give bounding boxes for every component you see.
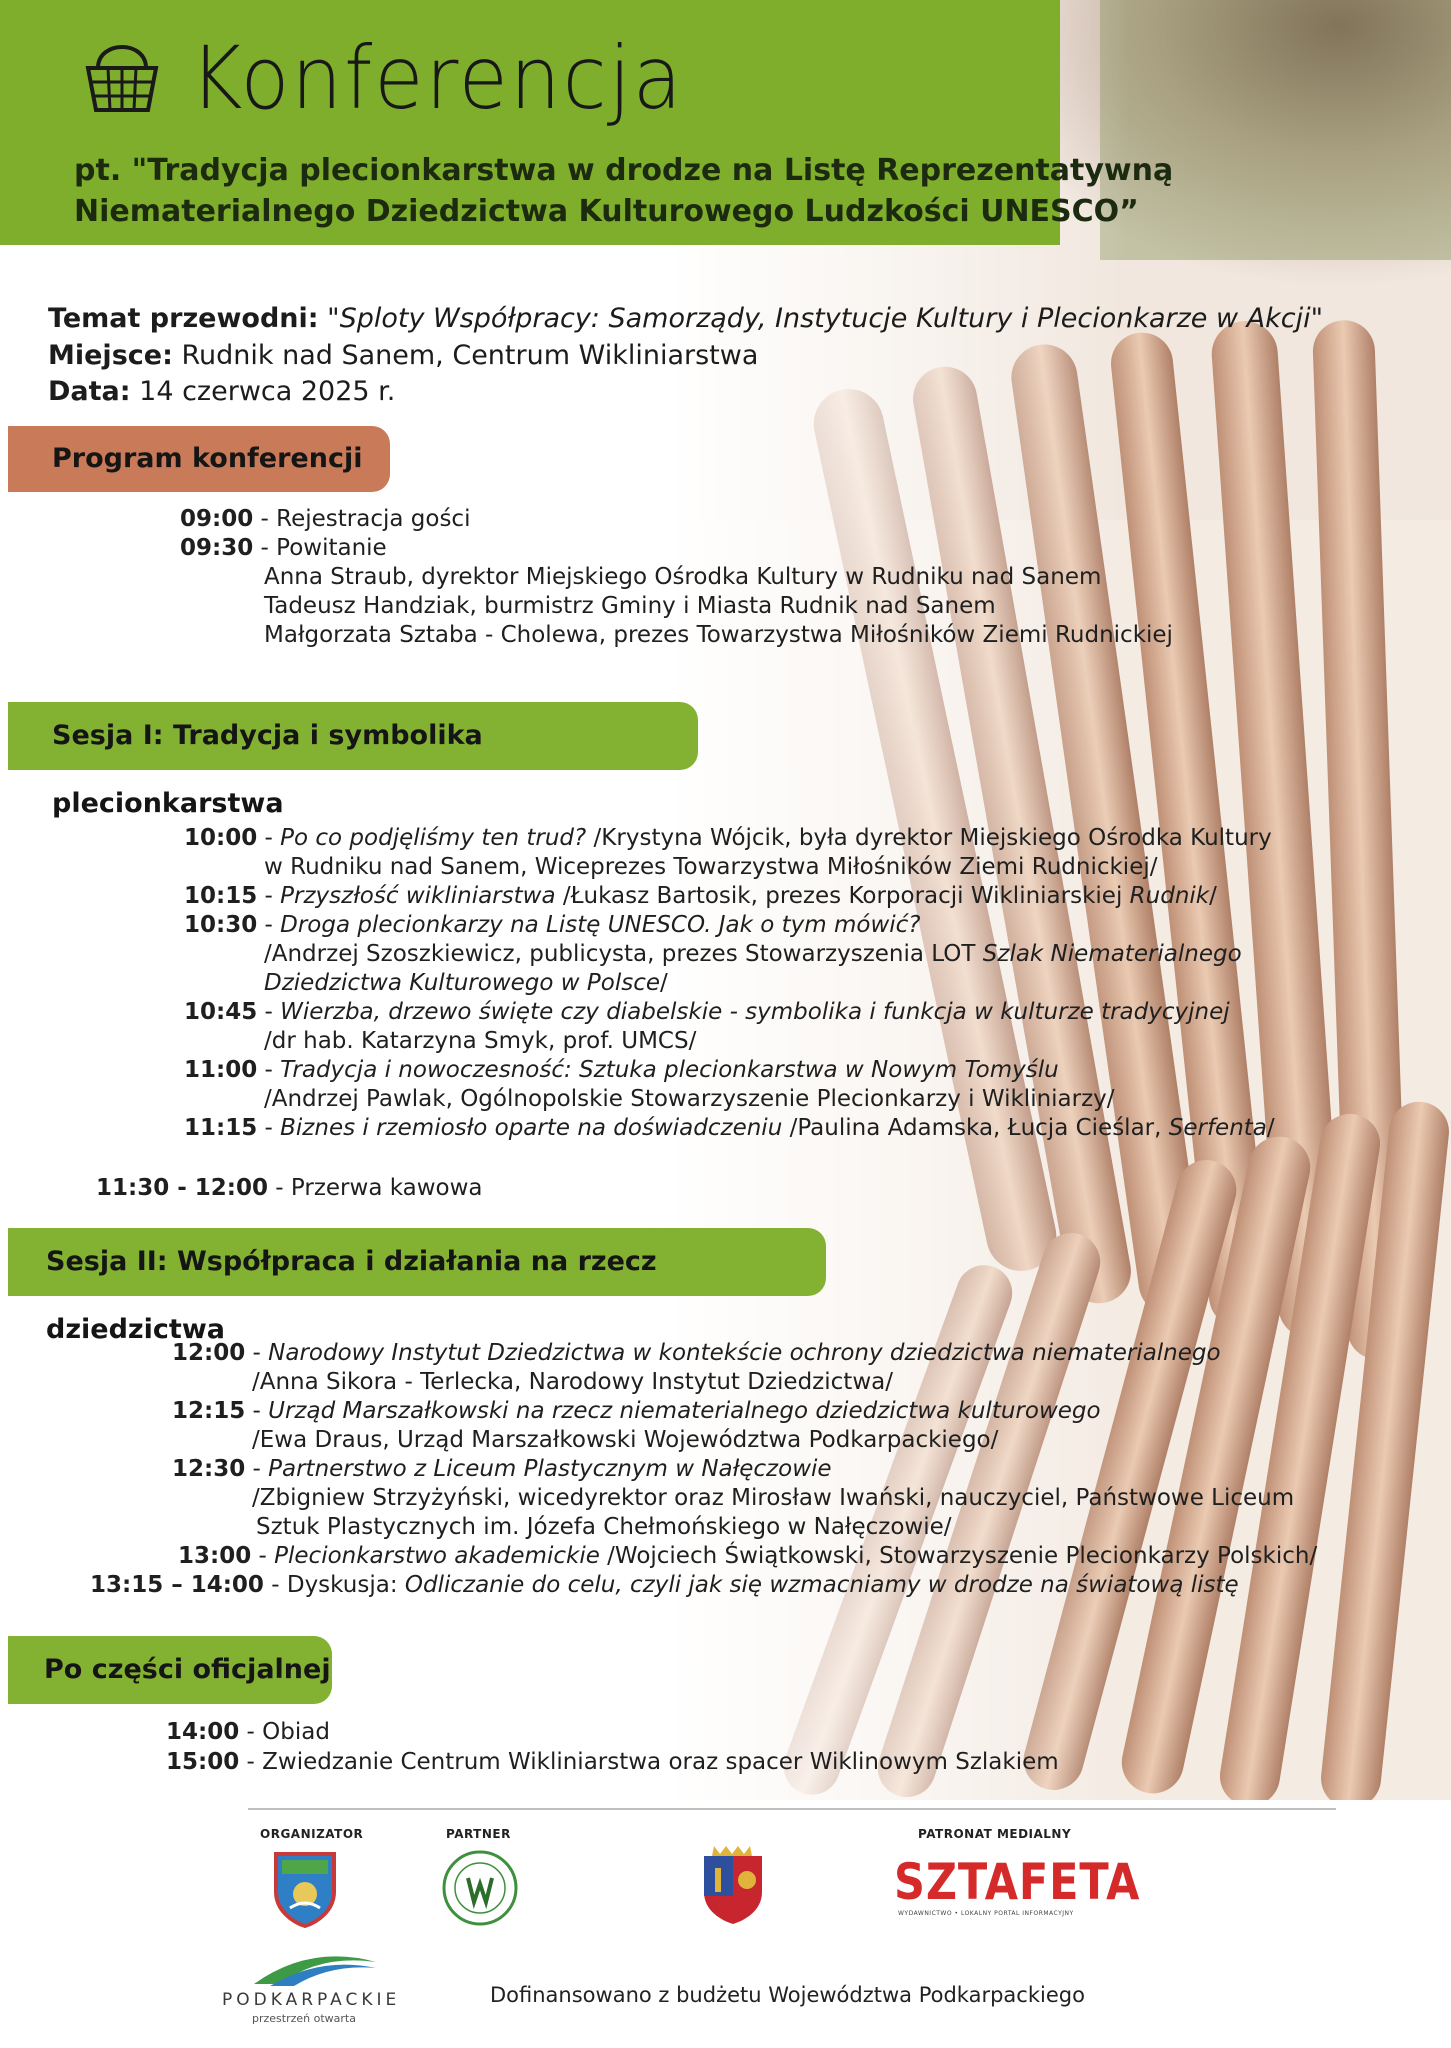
program-line: /dr hab. Katarzyna Smyk, prof. UMCS/ [264, 1028, 697, 1054]
program-line [264, 940, 1242, 969]
program-line: Sztuk Plastycznych im. Józefa Chełmońskiego w Nałęczowie/ [256, 1514, 952, 1540]
program-text: - Obiad [239, 1719, 330, 1745]
place-value: Rudnik nad Sanem, Centrum Wikliniarstwa [172, 340, 759, 371]
sztafeta-logo: SZTAFETA [894, 1853, 1141, 1911]
program-line: /Andrzej Pawlak, Ogólnopolskie Stowarzyszenie Plecionkarzy i Wikliniarzy/ [264, 1086, 1115, 1112]
program-line: 11:15 - Biznes i rzemiosło oparte na doświadczeniu /Paulina Adamska, Łucja Cieślar, Serfenta/ [184, 1115, 1275, 1141]
talk-title: Narodowy Instytut Dziedzictwa w kontekście ochrony dziedzictwa niematerialnego [268, 1340, 1221, 1366]
talk-title: Partnerstwo z Liceum Plastycznym w Nałęczowie [268, 1456, 832, 1482]
talk-speaker: /Paulina Adamska, Łucja Cieślar, [782, 1115, 1169, 1141]
subtitle-line-2: Niematerialnego Dziedzictwa Kulturowego Ludzkości UNESCO” [74, 194, 1139, 229]
program-line: Tadeusz Handziak, burmistrz Gminy i Miasta Rudnik nad Sanem [264, 593, 996, 619]
date-row [48, 376, 395, 407]
program-line: 12:15 - Urząd Marszałkowski na rzecz niematerialnego dziedzictwa kulturowego [172, 1398, 1101, 1424]
program-time: 12:30 [172, 1456, 246, 1482]
section-session-1: Sesja I: Tradycja i symbolika plecionkarstwa [8, 702, 698, 770]
media-patron-label: PATRONAT MEDIALNY [918, 1827, 1072, 1841]
program-time: 09:30 [180, 535, 254, 561]
program-time: 11:30 - 12:00 [96, 1175, 268, 1201]
organizer-label: ORGANIZATOR [260, 1827, 364, 1841]
theme-row [48, 303, 1323, 334]
conference-title: Konferencja [190, 28, 684, 129]
talk-speaker: /Andrzej Szoszkiewicz, publicysta, prezes Stowarzyszenia LOT [264, 941, 983, 967]
program-line: Anna Straub, dyrektor Miejskiego Ośrodka Kultury w Rudniku nad Sanem [264, 564, 1102, 590]
program-time: 12:00 [172, 1340, 246, 1366]
place-row [48, 340, 758, 371]
program-line [180, 505, 470, 534]
program-line: 12:00 - Narodowy Instytut Dziedzictwa w kontekście ochrony dziedzictwa niematerialnego [172, 1340, 1221, 1366]
talk-end: / [660, 970, 668, 996]
program-time: 10:15 [184, 883, 258, 909]
program-line: 10:45 - Wierzba, drzewo święte czy diabelskie - symbolika i funkcja w kulturze tradycyjnej [184, 999, 1230, 1025]
program-time: 12:15 [172, 1398, 246, 1424]
talk-title: Biznes i rzemiosło oparte na doświadczeniu [280, 1115, 783, 1141]
podkarpackie-logo [250, 1950, 380, 1990]
footer-divider [248, 1808, 1336, 1810]
program-text: - Rejestracja gości [253, 506, 471, 532]
theme-value: "Sploty Współpracy: Samorządy, Instytucje Kultury i Plecionkarze w Akcji" [318, 303, 1324, 334]
partner-logo [440, 1848, 520, 1928]
talk-org: Serfenta [1168, 1115, 1267, 1141]
program-text: - Przerwa kawowa [267, 1175, 483, 1201]
program-time: 10:30 [184, 912, 258, 938]
partner-label: PARTNER [446, 1827, 511, 1841]
sztafeta-subtitle: WYDAWNICTWO • LOKALNY PORTAL INFORMACYJNY [898, 1910, 1074, 1917]
section-program: Program konferencji [8, 426, 390, 492]
organizer-coat-of-arms [270, 1848, 340, 1928]
program-line: /Anna Sikora - Terlecka, Narodowy Instytut Dziedzictwa/ [252, 1369, 893, 1395]
talk-speaker: /Krystyna Wójcik, była dyrektor Miejskiego Ośrodka Kultury [586, 825, 1272, 851]
date-label: Data: [48, 376, 131, 407]
program-text: - Zwiedzanie Centrum Wikliniarstwa oraz spacer Wiklinowym Szlakiem [239, 1749, 1059, 1775]
program-time: 13:15 – 14:00 [90, 1572, 264, 1598]
talk-title: Odliczanie do celu, czyli jak się wzmacniamy w drodze na światową listę [404, 1572, 1239, 1598]
program-line [264, 969, 668, 998]
program-time: 15:00 [166, 1749, 240, 1775]
program-line [90, 1571, 1239, 1600]
talk-title: Po co podjęliśmy ten trud? [280, 825, 587, 851]
program-time: 14:00 [166, 1719, 240, 1745]
program-line: 13:00 - Plecionkarstwo akademickie /Wojciech Świątkowski, Stowarzyszenie Plecionkarzy Polskich/ [178, 1543, 1318, 1569]
talk-org: Dziedzictwa Kulturowego w Polsce [264, 970, 660, 996]
talk-org: Rudnik [1129, 883, 1210, 909]
program-time: 11:00 [184, 1057, 258, 1083]
program-line: w Rudniku nad Sanem, Wiceprezes Towarzystwa Miłośników Ziemi Rudnickiej/ [264, 854, 1158, 880]
talk-speaker: /Łukasz Bartosik, prezes Korporacji Wikliniarskiej [555, 883, 1130, 909]
program-line: /Zbigniew Strzyżyński, wicedyrektor oraz Mirosław Iwański, nauczyciel, Państwowe Liceum [252, 1485, 1295, 1511]
program-line: /Ewa Draus, Urząd Marszałkowski Województwa Podkarpackiego/ [252, 1427, 999, 1453]
rudnik-coat-of-arms [700, 1846, 766, 1926]
program-line [166, 1748, 1059, 1777]
program-line: 11:00 - Tradycja i nowoczesność: Sztuka plecionkarstwa w Nowym Tomyślu [184, 1057, 1059, 1083]
subtitle-line-1: pt. "Tradycja plecionkarstwa w drodze na Listę Reprezentatywną [74, 153, 1174, 188]
program-line: 10:00 - Po co podjęliśmy ten trud? /Krystyna Wójcik, była dyrektor Miejskiego Ośrodka Kultury [184, 825, 1272, 851]
program-text: - Dyskusja: [263, 1572, 405, 1598]
basket-icon [84, 34, 160, 114]
program-text: - Powitanie [253, 535, 387, 561]
program-time: 10:00 [184, 825, 258, 851]
program-line [180, 534, 387, 563]
place-label: Miejsce: [48, 340, 173, 371]
talk-title: Droga plecionkarzy na Listę UNESCO. Jak o tym mówić? [280, 912, 921, 938]
talk-org: Szlak Niematerialnego [982, 941, 1242, 967]
section-session-2: Sesja II: Współpraca i działania na rzecz dziedzictwa [8, 1228, 826, 1296]
section-after: Po części oficjalnej [8, 1636, 332, 1704]
program-line [166, 1718, 330, 1747]
podkarpackie-wordmark: PODKARPACKIE [222, 1990, 401, 2010]
talk-end: / [1266, 1115, 1275, 1141]
theme-label: Temat przewodni: [48, 303, 319, 334]
program-time: 13:00 [178, 1543, 252, 1569]
talk-end: / [1209, 883, 1217, 909]
talk-title: Urząd Marszałkowski na rzecz niematerialnego dziedzictwa kulturowego [268, 1398, 1101, 1424]
program-line: 12:30 - Partnerstwo z Liceum Plastycznym w Nałęczowie [172, 1456, 832, 1482]
talk-title: Wierzba, drzewo święte czy diabelskie - symbolika i funkcja w kulturze tradycyjnej [280, 999, 1230, 1025]
funding-note: Dofinansowano z budżetu Województwa Podkarpackiego [490, 1983, 1085, 2007]
talk-speaker: /Wojciech Świątkowski, Stowarzyszenie Plecionkarzy Polskich/ [599, 1543, 1318, 1569]
talk-title: Plecionkarstwo akademickie [274, 1543, 600, 1569]
coffee-break-line [96, 1174, 483, 1203]
talk-title: Tradycja i nowoczesność: Sztuka plecionkarstwa w Nowym Tomyślu [280, 1057, 1059, 1083]
program-line: Małgorzata Sztaba - Cholewa, prezes Towarzystwa Miłośników Ziemi Rudnickiej [264, 622, 1173, 648]
program-time: 11:15 [184, 1115, 258, 1141]
program-time: 09:00 [180, 506, 254, 532]
date-value: 14 czerwca 2025 r. [130, 376, 396, 407]
program-line: 10:15 - Przyszłość wikliniarstwa /Łukasz Bartosik, prezes Korporacji Wikliniarskiej Rudnik/ [184, 883, 1217, 909]
program-line: 10:30 - Droga plecionkarzy na Listę UNESCO. Jak o tym mówić? [184, 912, 921, 938]
program-time: 10:45 [184, 999, 258, 1025]
podkarpackie-tagline: przestrzeń otwarta [252, 2012, 356, 2025]
talk-title: Przyszłość wikliniarstwa [280, 883, 556, 909]
